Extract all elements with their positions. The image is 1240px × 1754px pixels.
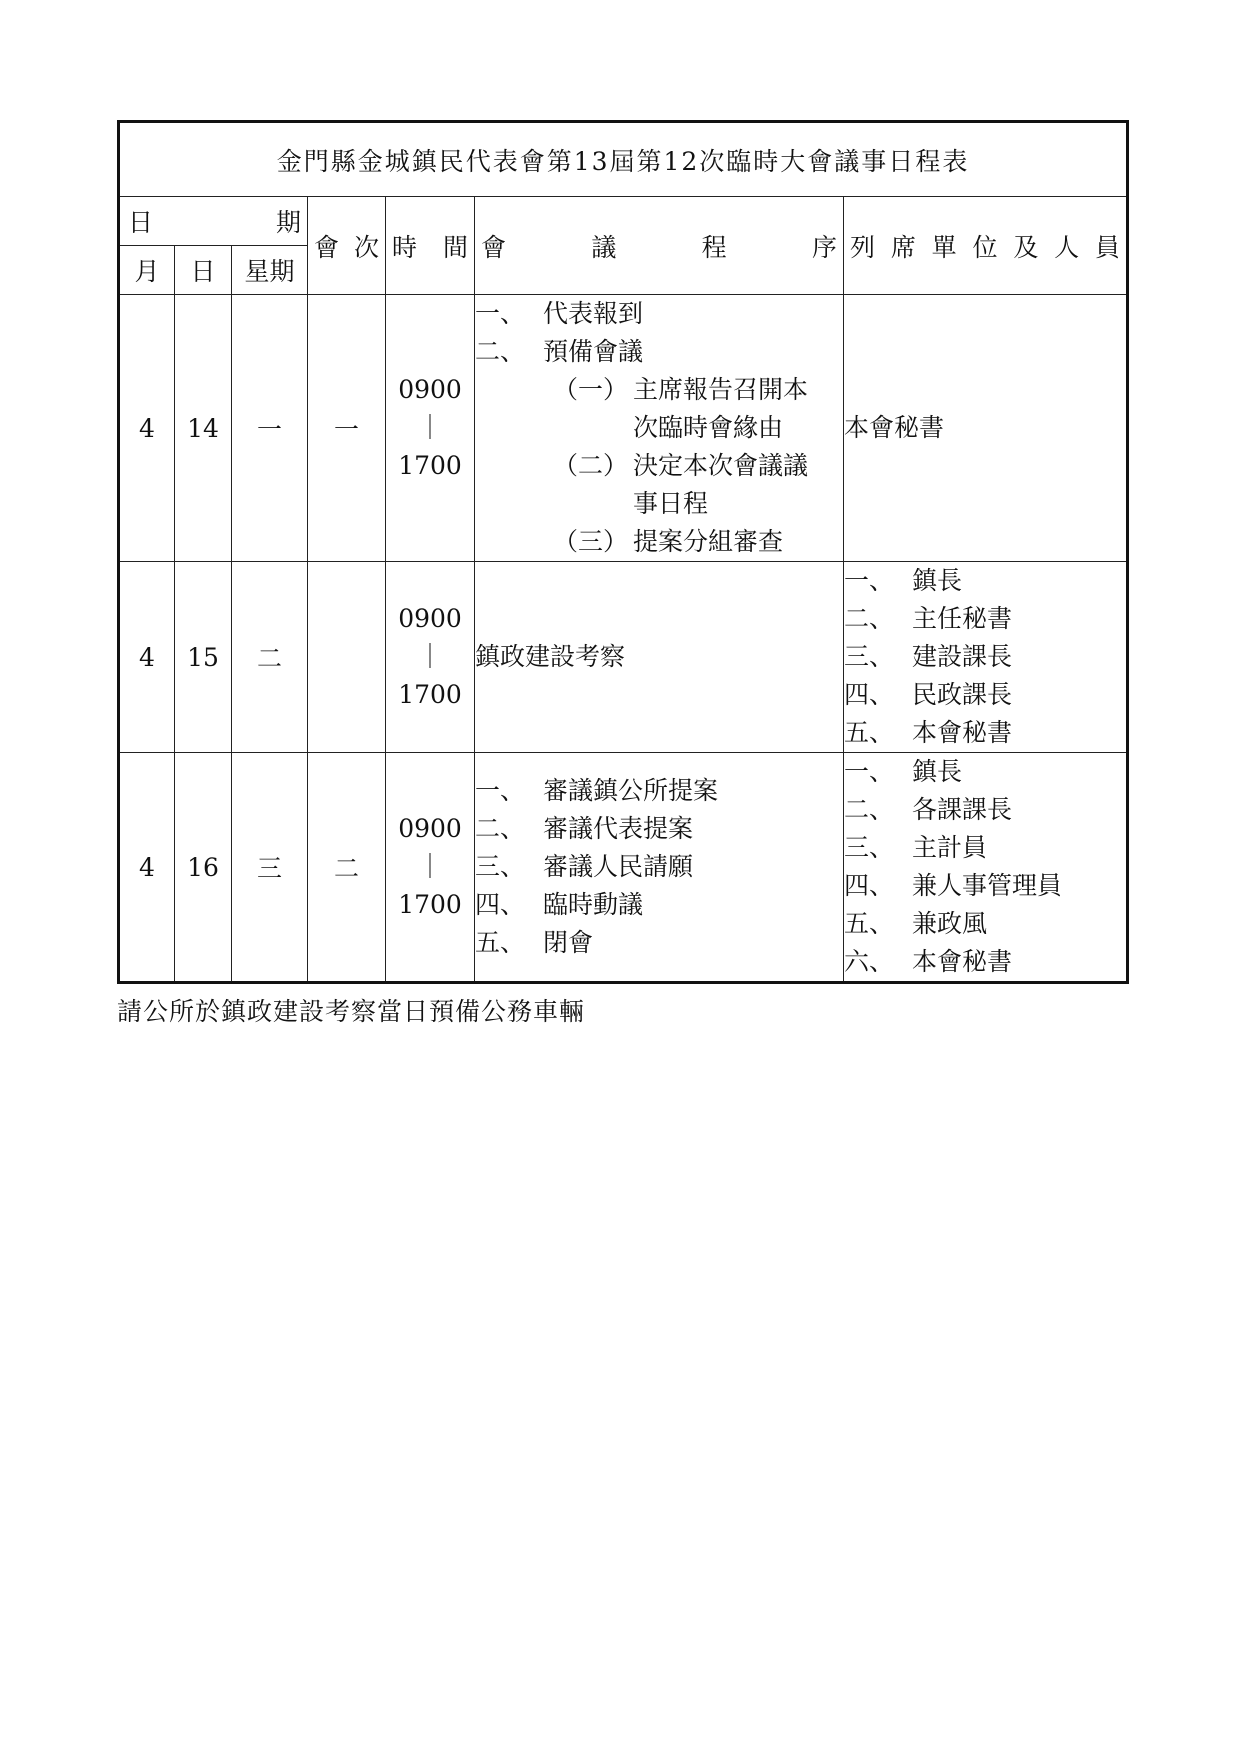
agenda-item-text: 預備會議	[543, 337, 644, 366]
agenda-item-text: 審議人民請願	[543, 852, 694, 881]
agenda-item-number: 四、	[475, 890, 526, 919]
month-cell: 4	[119, 753, 175, 983]
day-cell: 15	[175, 562, 232, 753]
agenda-item	[475, 295, 843, 333]
agenda-subitem	[475, 371, 843, 409]
attendee-text: 本會秘書	[912, 947, 1013, 976]
table-row	[119, 562, 1128, 753]
agenda-cell	[475, 295, 844, 562]
attendees-header-char: 列	[850, 232, 876, 262]
attendee-item	[844, 867, 1126, 905]
attendees-header-char: 員	[1094, 232, 1120, 262]
date-header	[119, 197, 308, 246]
agenda-header	[475, 197, 844, 295]
document-title: 金門縣金城鎮民代表會第13屆第12次臨時大會議事日程表	[119, 122, 1128, 197]
attendees-cell	[844, 295, 1128, 562]
date-header-right: 期	[275, 208, 301, 237]
session-cell: 二	[308, 753, 386, 983]
day-cell: 14	[175, 295, 232, 562]
time-end: 1700	[398, 451, 462, 480]
agenda-subitem-text: 提案分組審查	[633, 527, 784, 556]
session-cell: 一	[308, 295, 386, 562]
attendee-text: 本會秘書	[844, 413, 945, 442]
attendee-number: 五、	[844, 909, 895, 938]
time-end: 1700	[398, 890, 462, 919]
attendee-text: 主任秘書	[912, 604, 1013, 633]
agenda-item-text: 臨時動議	[543, 890, 644, 919]
agenda-subitem-continuation: 次臨時會緣由	[633, 413, 784, 442]
attendee-text: 兼人事管理員	[912, 871, 1063, 900]
attendees-header	[844, 197, 1128, 295]
footnote: 請公所於鎮政建設考察當日預備公務車輛	[117, 997, 586, 1026]
attendee-number: 三、	[844, 642, 895, 671]
attendee-number: 一、	[844, 757, 895, 786]
agenda-subitem-number: （二）	[553, 451, 629, 480]
attendee-number: 四、	[844, 680, 895, 709]
time-start: 0900	[398, 375, 462, 404]
agenda-header-char: 會	[481, 232, 507, 262]
attendee-text: 建設課長	[912, 642, 1013, 671]
attendee-item	[844, 905, 1126, 943]
table-row	[119, 753, 1128, 983]
agenda-item	[475, 810, 843, 848]
agenda-header-char: 程	[701, 232, 727, 262]
attendee-item	[844, 714, 1126, 752]
agenda-cell	[475, 562, 844, 753]
session-header-char: 會	[314, 232, 340, 262]
weekday-header: 星期	[232, 246, 308, 295]
agenda-item-text: 閉會	[543, 928, 594, 957]
attendees-header-char: 人	[1054, 232, 1080, 262]
agenda-item-text: 鎮政建設考察	[475, 642, 626, 671]
time-separator: ｜	[417, 413, 443, 442]
weekday-cell: 一	[232, 295, 308, 562]
agenda-item-text: 審議鎮公所提案	[543, 776, 719, 805]
day-cell: 16	[175, 753, 232, 983]
attendee-item	[844, 638, 1126, 676]
attendee-number: 二、	[844, 604, 895, 633]
attendee-text: 各課課長	[912, 795, 1013, 824]
session-header	[308, 197, 386, 295]
date-header-left: 日	[128, 208, 154, 237]
time-start: 0900	[398, 604, 462, 633]
time-header-char: 間	[442, 232, 468, 262]
time-separator: ｜	[417, 642, 443, 671]
time-header	[386, 197, 475, 295]
month-cell: 4	[119, 562, 175, 753]
attendee-text: 本會秘書	[912, 718, 1013, 747]
session-header-char: 次	[353, 232, 379, 262]
agenda-item-number: 二、	[475, 814, 526, 843]
agenda-item	[475, 333, 843, 371]
agenda-item	[475, 886, 843, 924]
agenda-item	[475, 924, 843, 962]
attendees-header-char: 單	[931, 232, 957, 262]
time-header-char: 時	[392, 232, 418, 262]
agenda-item-text: 審議代表提案	[543, 814, 694, 843]
attendee-item	[844, 562, 1126, 600]
attendee-item	[844, 943, 1126, 981]
attendee-item	[844, 791, 1126, 829]
month-cell: 4	[119, 295, 175, 562]
attendee-number: 二、	[844, 795, 895, 824]
agenda-item-number: 一、	[475, 776, 526, 805]
attendees-header-char: 及	[1013, 232, 1039, 262]
attendee-text: 民政課長	[912, 680, 1013, 709]
agenda-schedule-table	[117, 120, 1129, 984]
attendee-text: 兼政風	[912, 909, 988, 938]
attendee-number: 四、	[844, 871, 895, 900]
time-separator: ｜	[417, 852, 443, 881]
attendee-text: 鎮長	[912, 757, 963, 786]
attendee-item	[844, 676, 1126, 714]
agenda-item	[475, 772, 843, 810]
agenda-subitem-text: 主席報告召開本	[633, 375, 809, 404]
agenda-header-char: 議	[591, 232, 617, 262]
agenda-subitem-number: （一）	[553, 375, 629, 404]
attendees-cell	[844, 562, 1128, 753]
agenda-subitem-continuation: 事日程	[633, 489, 709, 518]
agenda-subitem-text: 決定本次會議議	[633, 451, 809, 480]
time-cell	[386, 295, 475, 562]
agenda-item-text: 代表報到	[543, 299, 644, 328]
agenda-header-char: 序	[811, 232, 837, 262]
agenda-item-number: 五、	[475, 928, 526, 957]
attendee-item	[844, 600, 1126, 638]
attendee-text: 主計員	[912, 833, 988, 862]
session-cell	[308, 562, 386, 753]
time-cell	[386, 753, 475, 983]
weekday-cell: 二	[232, 562, 308, 753]
attendee-number: 三、	[844, 833, 895, 862]
attendee-text: 鎮長	[912, 566, 963, 595]
agenda-item-number: 一、	[475, 299, 526, 328]
attendee-number: 一、	[844, 566, 895, 595]
attendee-number: 五、	[844, 718, 895, 747]
weekday-cell: 三	[232, 753, 308, 983]
agenda-item	[475, 848, 843, 886]
month-header: 月	[119, 246, 175, 295]
agenda-item-number: 三、	[475, 852, 526, 881]
day-header: 日	[175, 246, 232, 295]
attendees-header-char: 席	[890, 232, 916, 262]
attendee-item	[844, 753, 1126, 791]
attendee-number: 六、	[844, 947, 895, 976]
agenda-subitem	[475, 447, 843, 485]
table-row	[119, 295, 1128, 562]
time-cell	[386, 562, 475, 753]
agenda-cell	[475, 753, 844, 983]
agenda-subitem-number: （三）	[553, 527, 629, 556]
time-end: 1700	[398, 680, 462, 709]
agenda-subitem	[475, 523, 843, 561]
attendees-header-char: 位	[972, 232, 998, 262]
agenda-item-number: 二、	[475, 337, 526, 366]
time-start: 0900	[398, 814, 462, 843]
attendees-cell	[844, 753, 1128, 983]
attendee-item	[844, 829, 1126, 867]
